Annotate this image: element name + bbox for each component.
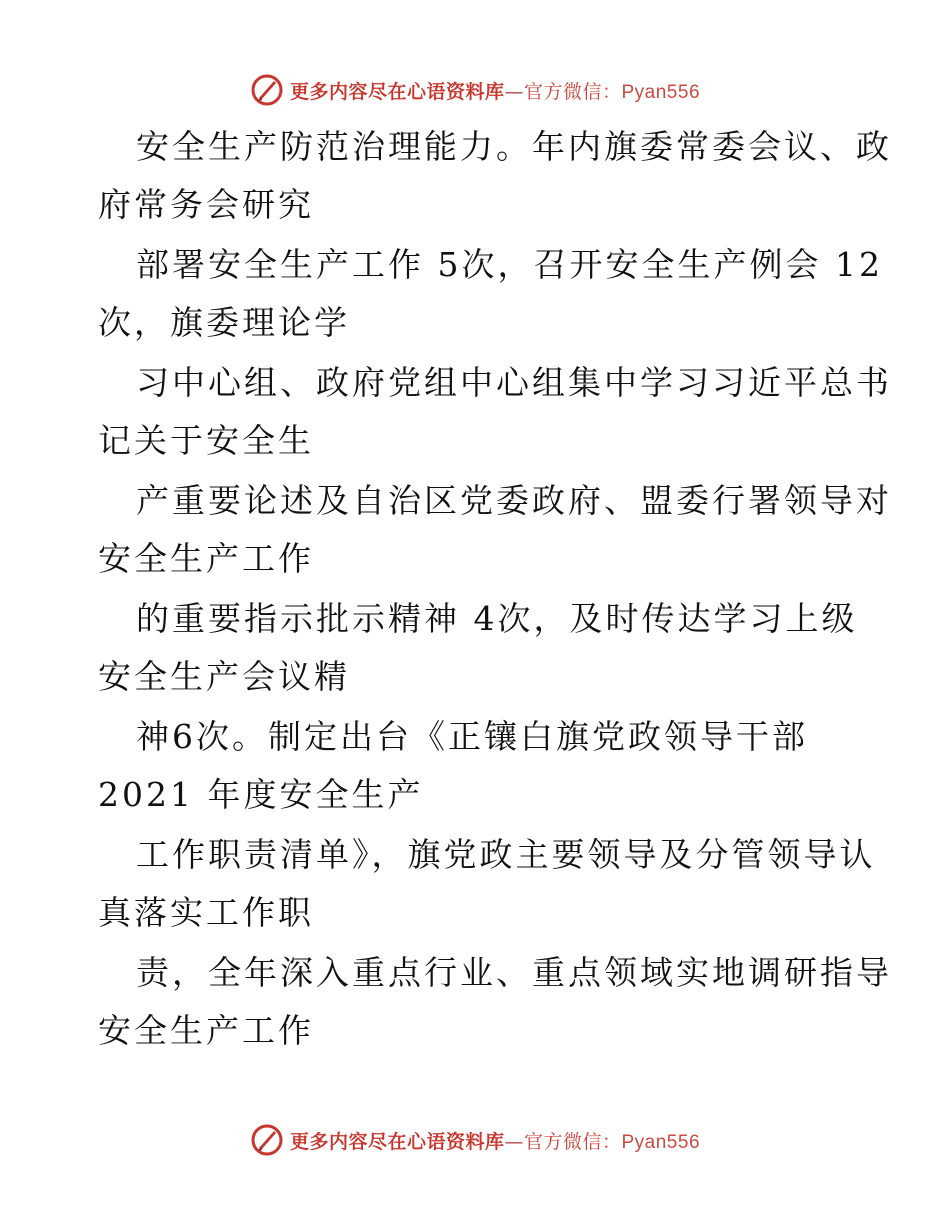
- text-line-10: 安全生产会议精: [98, 657, 350, 696]
- text-line-6: 记关于安全生: [98, 421, 314, 460]
- watermark-brand: 更多内容尽在心语资料库: [289, 80, 505, 103]
- watermark-separator: —: [504, 80, 524, 103]
- text-line-8: 安全生产工作: [98, 539, 314, 578]
- text-line-3: 部署安全生产工作 5次，召开安全生产例会 12: [136, 245, 883, 284]
- text-line-13: 工作职责清单》，旗党政主要领导及分管领导认: [136, 835, 876, 874]
- text-line-9: 的重要指示批示精神 4次，及时传达学习上级: [136, 599, 858, 638]
- watermark-account: Pyan556: [621, 81, 701, 103]
- watermark-text: [290, 1127, 700, 1154]
- footer-watermark: [0, 1120, 950, 1160]
- watermark-label: 官方微信：: [523, 80, 622, 103]
- feather-pen-seal-icon: [250, 1123, 284, 1157]
- watermark-label: 官方微信：: [523, 1130, 622, 1153]
- text-line-16: 安全生产工作: [98, 1011, 314, 1050]
- header-watermark: [0, 70, 950, 110]
- text-line-2: 府常务会研究: [98, 185, 314, 224]
- text-line-4: 次，旗委理论学: [98, 303, 350, 342]
- watermark-account: Pyan556: [621, 1131, 701, 1153]
- text-line-11: 神6次。制定出台《正镶白旗党政领导干部: [136, 717, 808, 756]
- text-line-7: 产重要论述及自治区党委政府、盟委行署领导对: [136, 481, 892, 520]
- watermark-separator: —: [504, 1130, 524, 1153]
- text-line-5: 习中心组、政府党组中心组集中学习习近平总书: [136, 363, 892, 402]
- watermark-text: [290, 77, 700, 104]
- text-line-15: 责，全年深入重点行业、重点领域实地调研指导: [136, 953, 892, 992]
- text-line-14: 真落实工作职: [98, 893, 314, 932]
- feather-pen-seal-icon: [250, 73, 284, 107]
- watermark-brand: 更多内容尽在心语资料库: [289, 1130, 505, 1153]
- text-line-12: 2021 年度安全生产: [98, 775, 424, 814]
- text-line-1: 安全生产防范治理能力。年内旗委常委会议、政: [136, 127, 892, 166]
